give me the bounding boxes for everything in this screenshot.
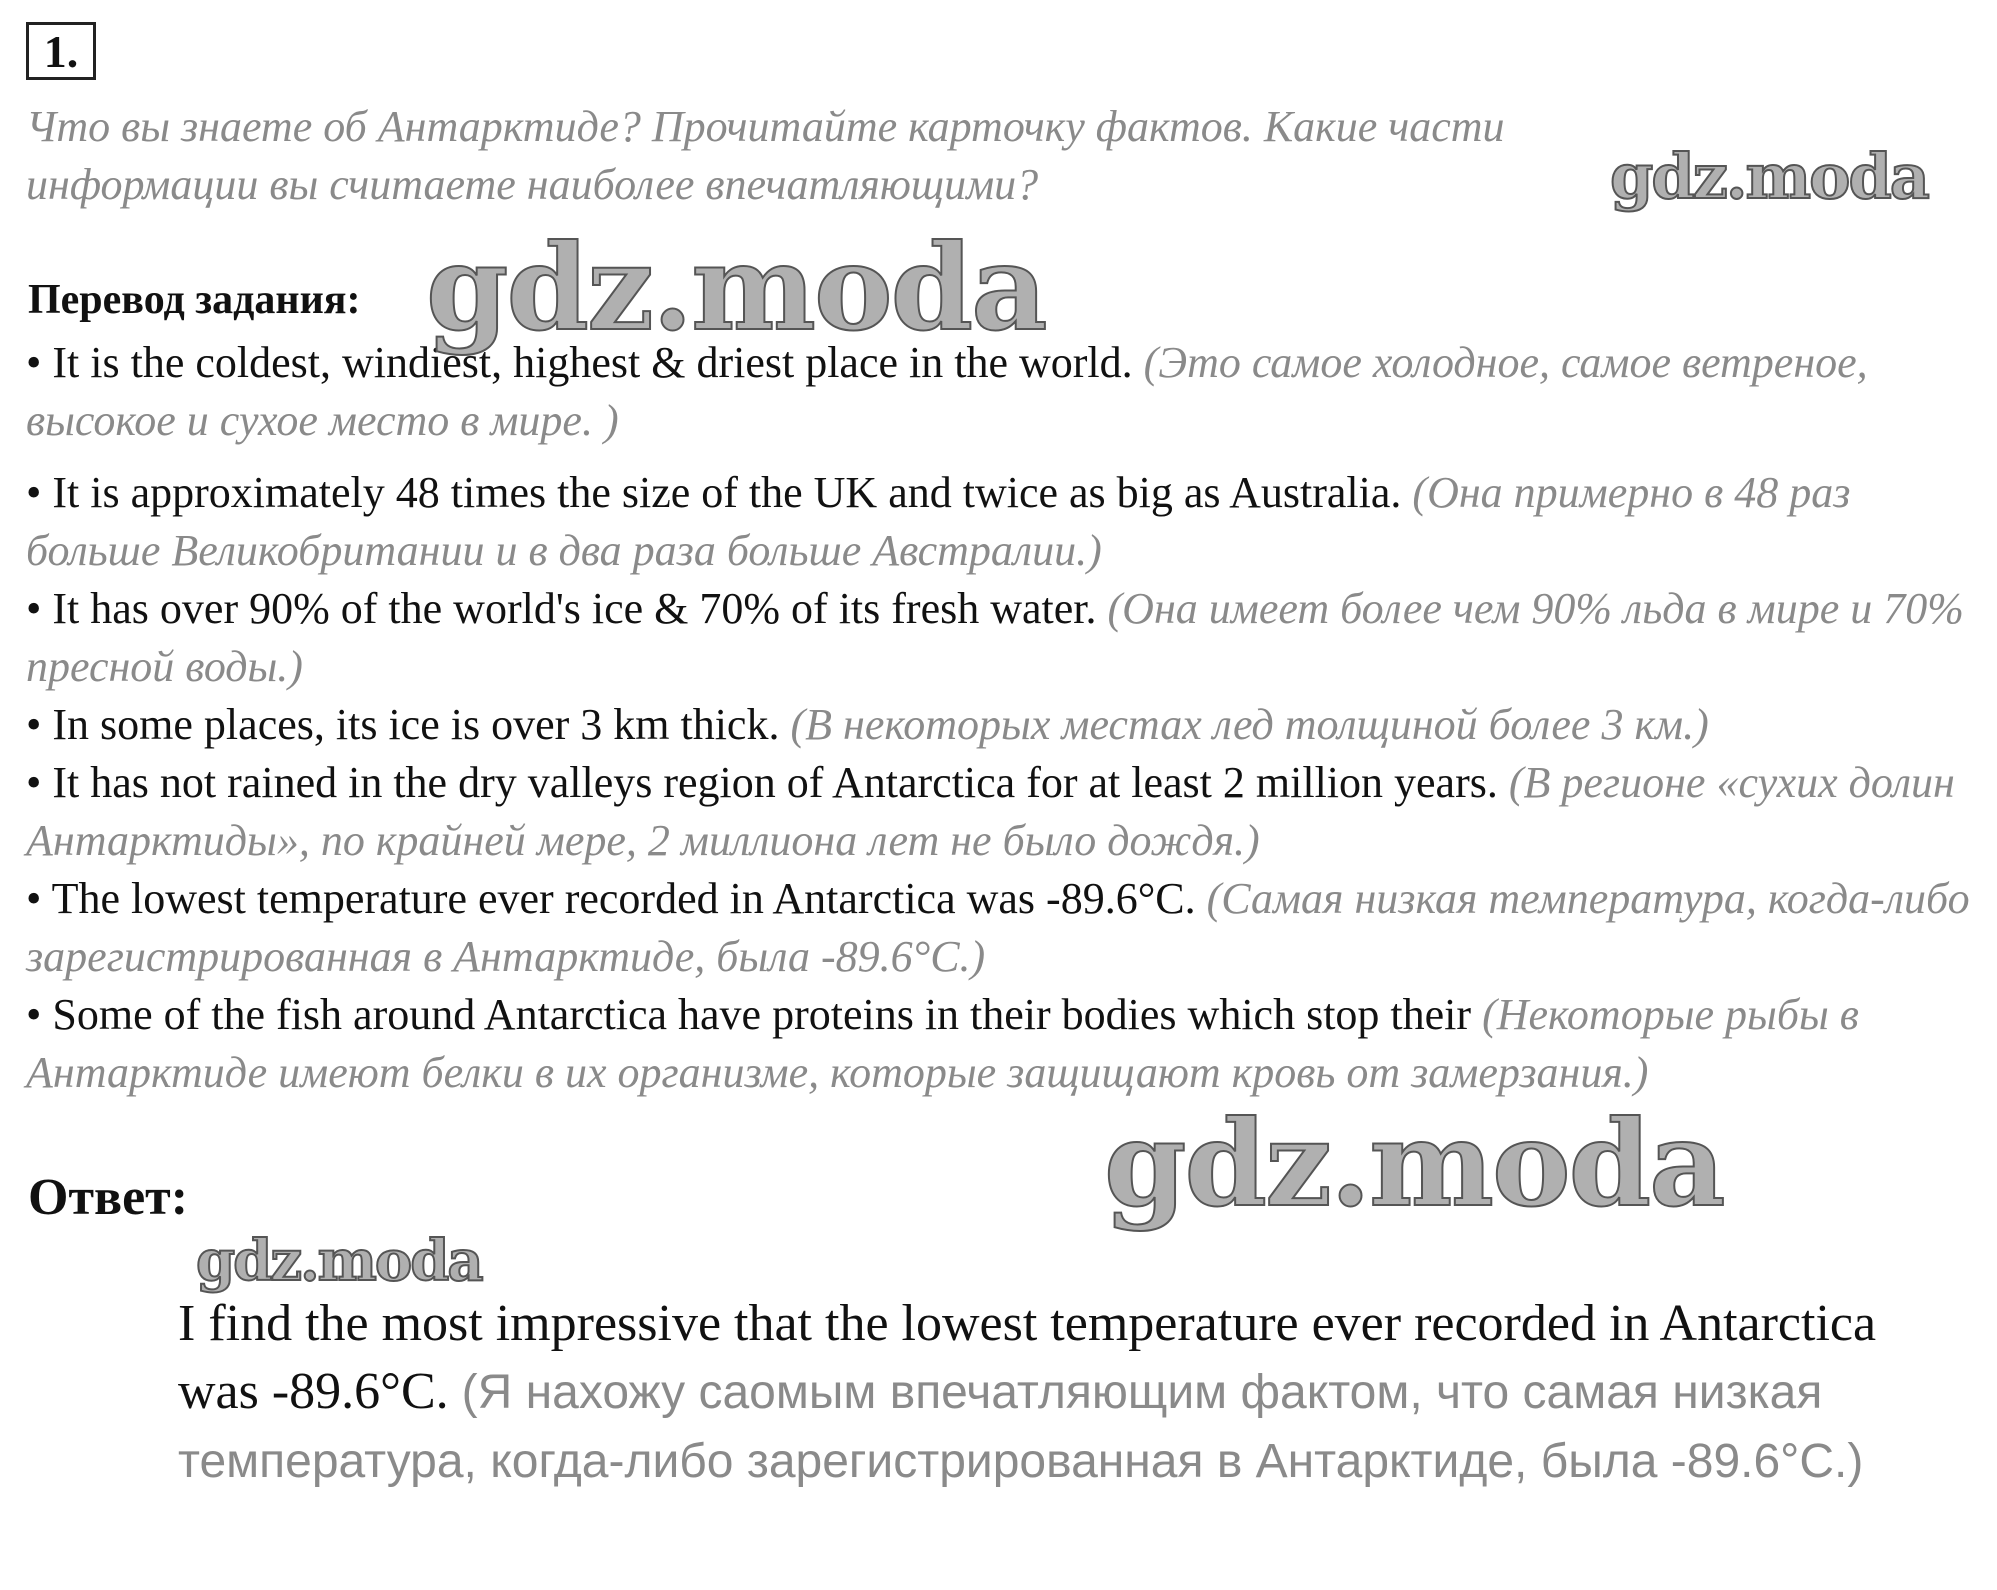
watermark-logo: gdz.moda bbox=[196, 1228, 482, 1294]
watermark-logo: gdz.moda bbox=[426, 218, 1046, 357]
fact-english: • In some places, its ice is over 3 km thick. bbox=[26, 700, 780, 749]
fact-item bbox=[26, 580, 1976, 696]
fact-english: • It has not rained in the dry valleys region of Antarctica for at least 2 million years. bbox=[26, 758, 1498, 807]
fact-russian: (Она имеет более чем 90% льда в мире и 70% пресной воды.) bbox=[26, 584, 1964, 691]
fact-russian: (В регионе «сухих долин Антарктиды», по крайней мере, 2 миллиона лет не было дождя.) bbox=[26, 758, 1955, 865]
facts-list bbox=[26, 334, 1976, 1102]
fact-item bbox=[26, 870, 1976, 986]
fact-item bbox=[26, 464, 1976, 580]
fact-item bbox=[26, 754, 1976, 870]
fact-item bbox=[26, 696, 1976, 754]
answer-text bbox=[178, 1290, 1958, 1496]
fact-item bbox=[26, 986, 1976, 1102]
task-prompt: Что вы знаете об Антарктиде? Прочитайте карточку фактов. Какие части информации вы считаете наиболее впечатляющими? bbox=[26, 102, 1505, 209]
fact-english: • Some of the fish around Antarctica have proteins in their bodies which stop their bbox=[26, 990, 1472, 1039]
fact-russian: (Это самое холодное, самое ветреное, высокое и сухое место в мире. ) bbox=[26, 338, 1868, 445]
watermark-logo: gdz.moda bbox=[1610, 140, 1928, 213]
fact-russian: (В некоторых местах лед толщиной более 3 км.) bbox=[790, 700, 1709, 749]
translation-heading: Перевод задания: bbox=[28, 277, 361, 323]
answer-russian: (Я нахожу саомым впечатляющим фактом, что самая низкая температура, когда-либо зарегистрированная в Антарктиде, была -89.6°C.) bbox=[178, 1366, 1864, 1488]
answer-label: Ответ: bbox=[28, 1169, 189, 1226]
fact-english: • It has over 90% of the world's ice & 70% of its fresh water. bbox=[26, 584, 1097, 633]
fact-english: • It is approximately 48 times the size of the UK and twice as big as Australia. bbox=[26, 468, 1402, 517]
answer-english: I find the most impressive that the lowest temperature ever recorded in Antarctica was -89.6°C. bbox=[178, 1295, 1877, 1420]
fact-russian: (Она примерно в 48 раз больше Великобритании и в два раза больше Австралии.) bbox=[26, 468, 1851, 575]
task-number: 1. bbox=[26, 22, 96, 80]
fact-russian: (Некоторые рыбы в Антарктиде имеют белки в их организме, которые защищают кровь от замерзания.) bbox=[26, 990, 1859, 1097]
fact-english: • The lowest temperature ever recorded in Antarctica was -89.6°C. bbox=[26, 874, 1196, 923]
fact-russian: (Самая низкая температура, когда-либо зарегистрированная в Антарктиде, была -89.6°C.) bbox=[26, 874, 1970, 981]
fact-english: • It is the coldest, windiest, highest & driest place in the world. bbox=[26, 338, 1133, 387]
watermark-logo: gdz.moda bbox=[1104, 1094, 1724, 1233]
